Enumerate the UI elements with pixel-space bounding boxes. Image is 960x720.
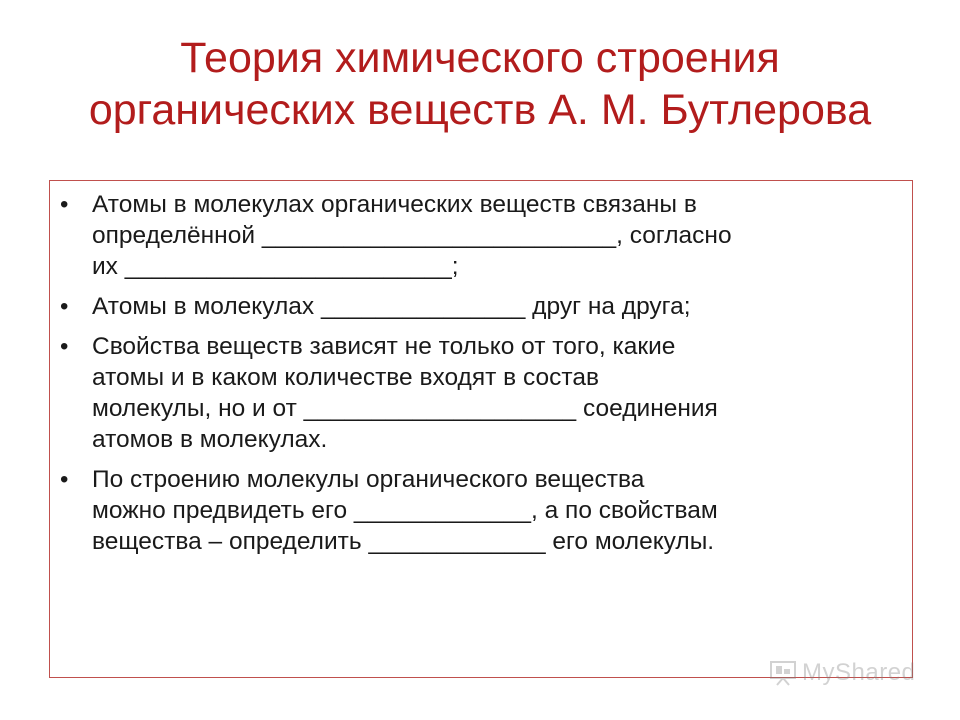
content-box [49,180,913,678]
bullet-line: • Атомы в молекулах _______________ друг на друга; [92,293,691,320]
bullet-item-4 [50,464,885,557]
slide-title [0,32,960,136]
bullet-line: молекулы, но и от ____________________ соединения [92,395,718,422]
bullet-line: их ________________________; [92,253,459,280]
bullet-line: определённой __________________________, согласно [92,222,732,249]
bullet-line: • Свойства веществ зависят не только от того, какие [92,333,676,360]
slide-title-line-1: Теория химического строения [180,34,780,82]
bullet-line: вещества – определить _____________ его молекулы. [92,528,715,555]
watermark-logo [768,658,915,688]
bullet-list [50,189,885,566]
bullet-item-2 [50,291,885,322]
bullet-line: • По строению молекулы органического вещества [92,466,645,493]
bullet-line: • Атомы в молекулах органических веществ связаны в [92,191,697,218]
bullet-line: атомов в молекулах. [92,426,328,453]
presentation-board-icon [768,660,798,686]
bullet-item-1 [50,189,885,282]
bullet-line: атомы и в каком количестве входят в состав [92,364,599,391]
watermark-text: MyShared [802,659,916,686]
slide-title-line-2: органических веществ А. М. Бутлерова [88,86,872,134]
bullet-line: можно предвидеть его _____________, а по свойствам [92,497,718,524]
bullet-item-3 [50,331,885,455]
